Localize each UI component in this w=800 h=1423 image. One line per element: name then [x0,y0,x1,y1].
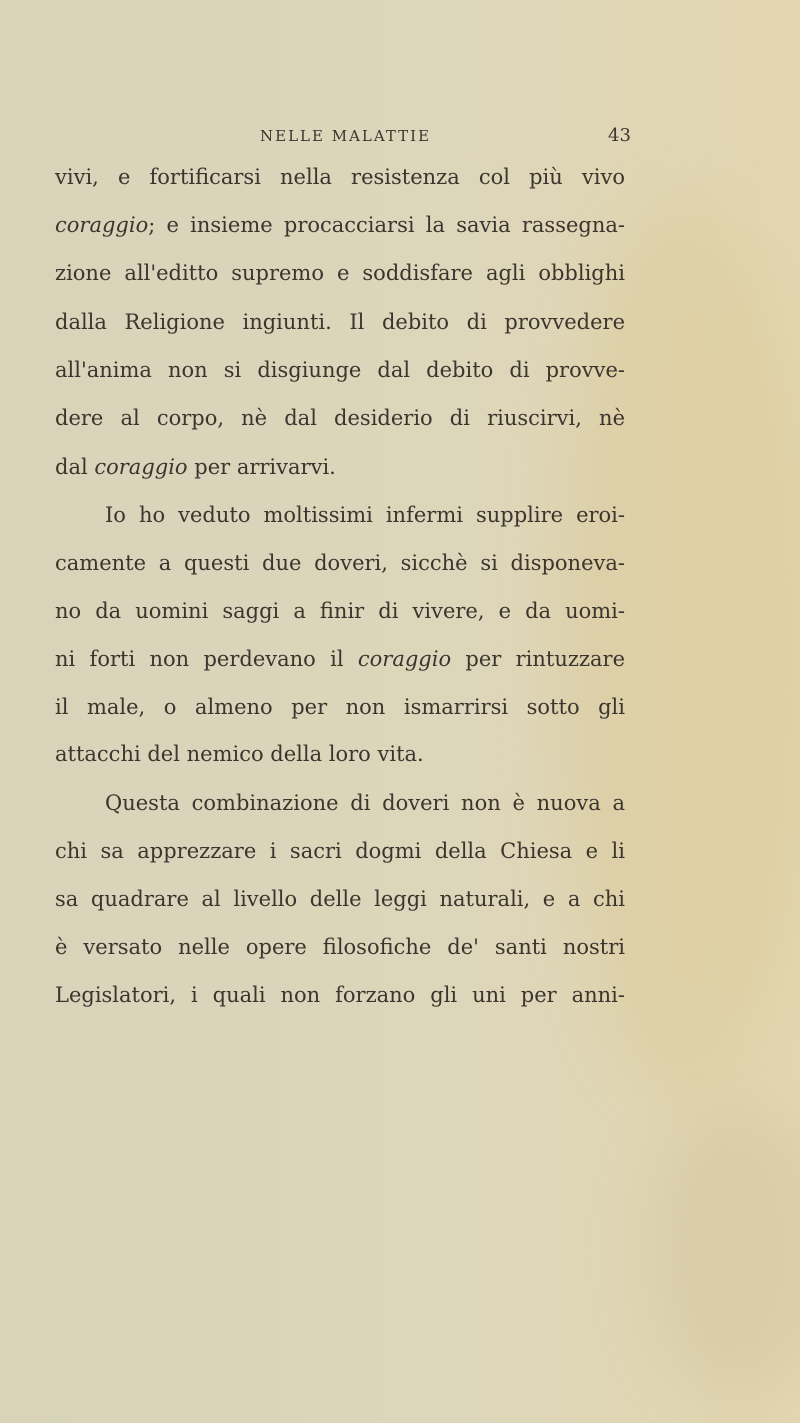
text-line [55,454,625,480]
text-line [105,502,625,528]
running-header: NELLE MALATTIE [260,127,432,145]
text-segment: sa quadrare al livello delle leggi naturali, e a chi [55,887,625,911]
text-segment: dalla Religione ingiunti. Il debito di provvedere [55,310,625,334]
text-segment: camente a questi due doveri, sicchè si disponeva- [55,551,625,575]
text-line [55,741,625,767]
italic-word: coraggio [94,455,188,479]
text-line [55,405,625,431]
italic-word: coraggio [55,213,149,237]
text-line [55,886,625,912]
text-segment: Questa combinazione di doveri non è nuova a [105,791,625,815]
italic-word: coraggio [357,647,452,671]
text-segment: Legislatori, i quali non forzano gli uni per anni- [55,983,625,1007]
text-line [55,212,625,238]
text-segment: è versato nelle opere filosofiche de' santi nostri [55,935,625,959]
text-segment: no da uomini saggi a finir di vivere, e da uomi- [55,599,625,623]
text-segment: chi sa apprezzare i sacri dogmi della Chiesa e li [55,839,625,863]
text-line [55,646,625,672]
text-line [55,598,625,624]
text-line [55,260,625,286]
text-line [55,550,625,576]
text-segment: Io ho veduto moltissimi infermi supplire eroi- [105,503,625,527]
text-line [55,694,625,720]
text-line [55,164,625,190]
text-line [55,357,625,383]
page-number: 43 [608,125,631,146]
text-segment: zione all'editto supremo e soddisfare agli obblighi [55,261,625,285]
text-line [105,790,625,816]
text-line [55,309,625,335]
text-segment: il male, o almeno per non ismarrirsi sotto gli [55,695,625,719]
text-segment: vivi, e fortificarsi nella resistenza col più vivo [55,165,625,189]
text-segment: ni forti non perdevano il [55,647,358,671]
text-segment: per arrivarvi. [187,455,336,479]
text-segment: attacchi del nemico della loro vita. [55,742,424,766]
text-line [55,838,625,864]
text-segment: dere al corpo, nè dal desiderio di riuscirvi, nè [55,406,625,430]
text-segment: ; e insieme procacciarsi la savia rassegna- [148,213,625,237]
text-line [55,982,625,1008]
text-line [55,934,625,960]
text-segment: dal [55,455,95,479]
text-segment: all'anima non si disgiunge dal debito di provve- [55,358,625,382]
text-segment: per rintuzzare [451,647,626,671]
